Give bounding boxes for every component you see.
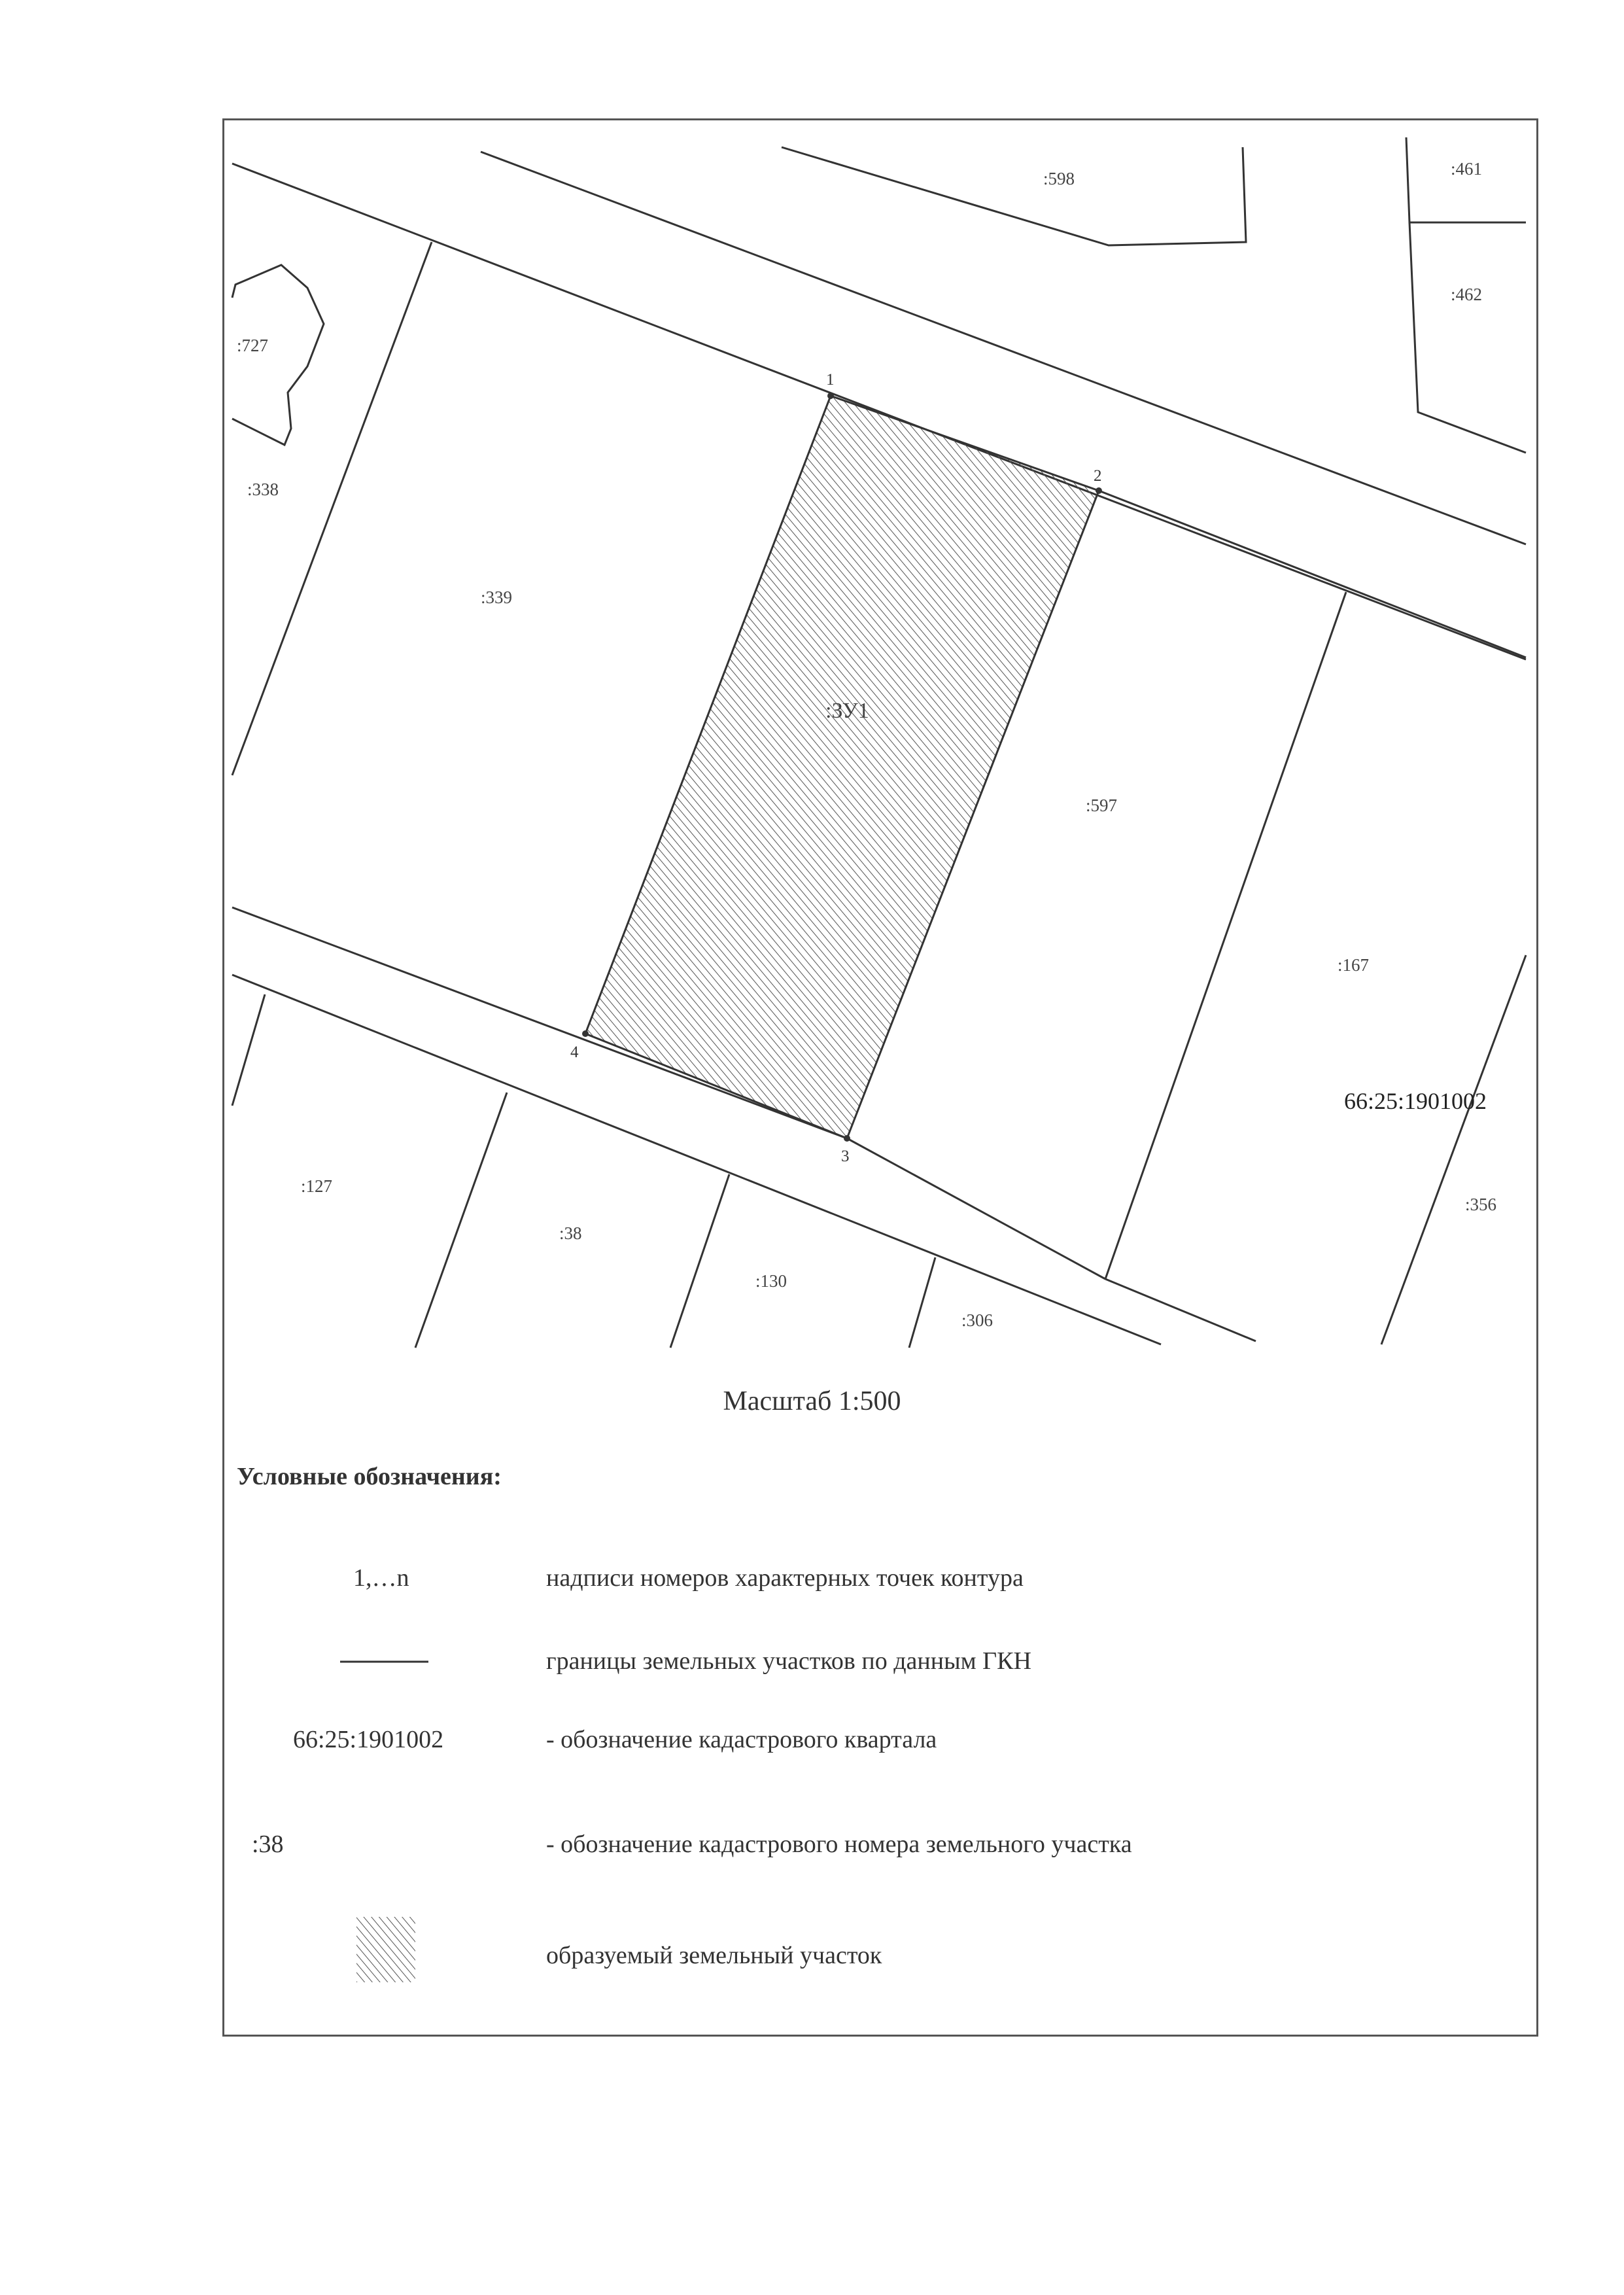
- parcel-label-597: :597: [1086, 796, 1118, 815]
- legend-symbol-parcel-number: :38: [252, 1831, 284, 1858]
- legend-desc-quarter: - обозначение кадастрового квартала: [546, 1726, 937, 1753]
- boundary-598: [782, 147, 1246, 245]
- boundary-339-west: [232, 242, 432, 775]
- point-label-1: 1: [826, 371, 835, 389]
- formed-parcel-label: :ЗУ1: [825, 699, 869, 723]
- parcel-label-306: :306: [961, 1310, 993, 1330]
- parcel-label-598: :598: [1043, 169, 1075, 188]
- boundary-356: [1381, 955, 1526, 1344]
- parcel-label-356: :356: [1465, 1195, 1497, 1214]
- point-2-marker: [1096, 487, 1102, 494]
- point-label-2: 2: [1094, 467, 1102, 485]
- legend-title: Условные обозначения:: [237, 1463, 502, 1490]
- legend-desc-parcel-number: - обозначение кадастрового номера земельного участка: [546, 1831, 1132, 1858]
- legend-hatch-symbol: [356, 1917, 415, 1982]
- boundary-3-east: [847, 1138, 1105, 1279]
- point-4-marker: [582, 1030, 589, 1037]
- parcel-label-130: :130: [755, 1271, 787, 1291]
- point-label-3: 3: [841, 1148, 850, 1165]
- point-label-4: 4: [570, 1043, 579, 1061]
- boundary-127-38: [232, 994, 265, 1106]
- boundary-130-306: [909, 1257, 935, 1348]
- legend-desc-points: надписи номеров характерных точек контура: [546, 1564, 1024, 1592]
- map-scale: Масштаб 1:500: [723, 1386, 901, 1416]
- boundary-127-east: [415, 1093, 507, 1348]
- legend-desc-boundaries: границы земельных участков по данным ГКН: [546, 1647, 1031, 1675]
- parcel-label-38: :38: [559, 1223, 582, 1243]
- parcel-label-338: :338: [247, 480, 279, 499]
- legend-symbol-quarter: 66:25:1901002: [293, 1726, 444, 1753]
- formed-parcel-zu1: [585, 396, 1099, 1138]
- parcel-label-462: :462: [1451, 285, 1483, 304]
- parcel-label-127: :127: [301, 1176, 333, 1196]
- parcel-label-339: :339: [481, 587, 513, 607]
- cadastral-quarter-label: 66:25:1901002: [1344, 1088, 1487, 1114]
- parcel-label-727: :727: [237, 336, 269, 355]
- boundary-462: [1409, 222, 1526, 453]
- legend-desc-formed-parcel: образуемый земельный участок: [546, 1942, 882, 1969]
- boundary-461-462: [1406, 137, 1526, 222]
- legend-symbol-points: 1,…n: [353, 1564, 409, 1592]
- boundary-597-north: [1099, 491, 1526, 657]
- point-3-marker: [844, 1135, 850, 1142]
- point-1-marker: [827, 393, 834, 399]
- parcel-label-461: :461: [1451, 159, 1483, 179]
- boundary-38-130: [670, 1174, 729, 1348]
- boundary-597-east: [1105, 592, 1346, 1279]
- parcel-label-167: :167: [1338, 955, 1370, 975]
